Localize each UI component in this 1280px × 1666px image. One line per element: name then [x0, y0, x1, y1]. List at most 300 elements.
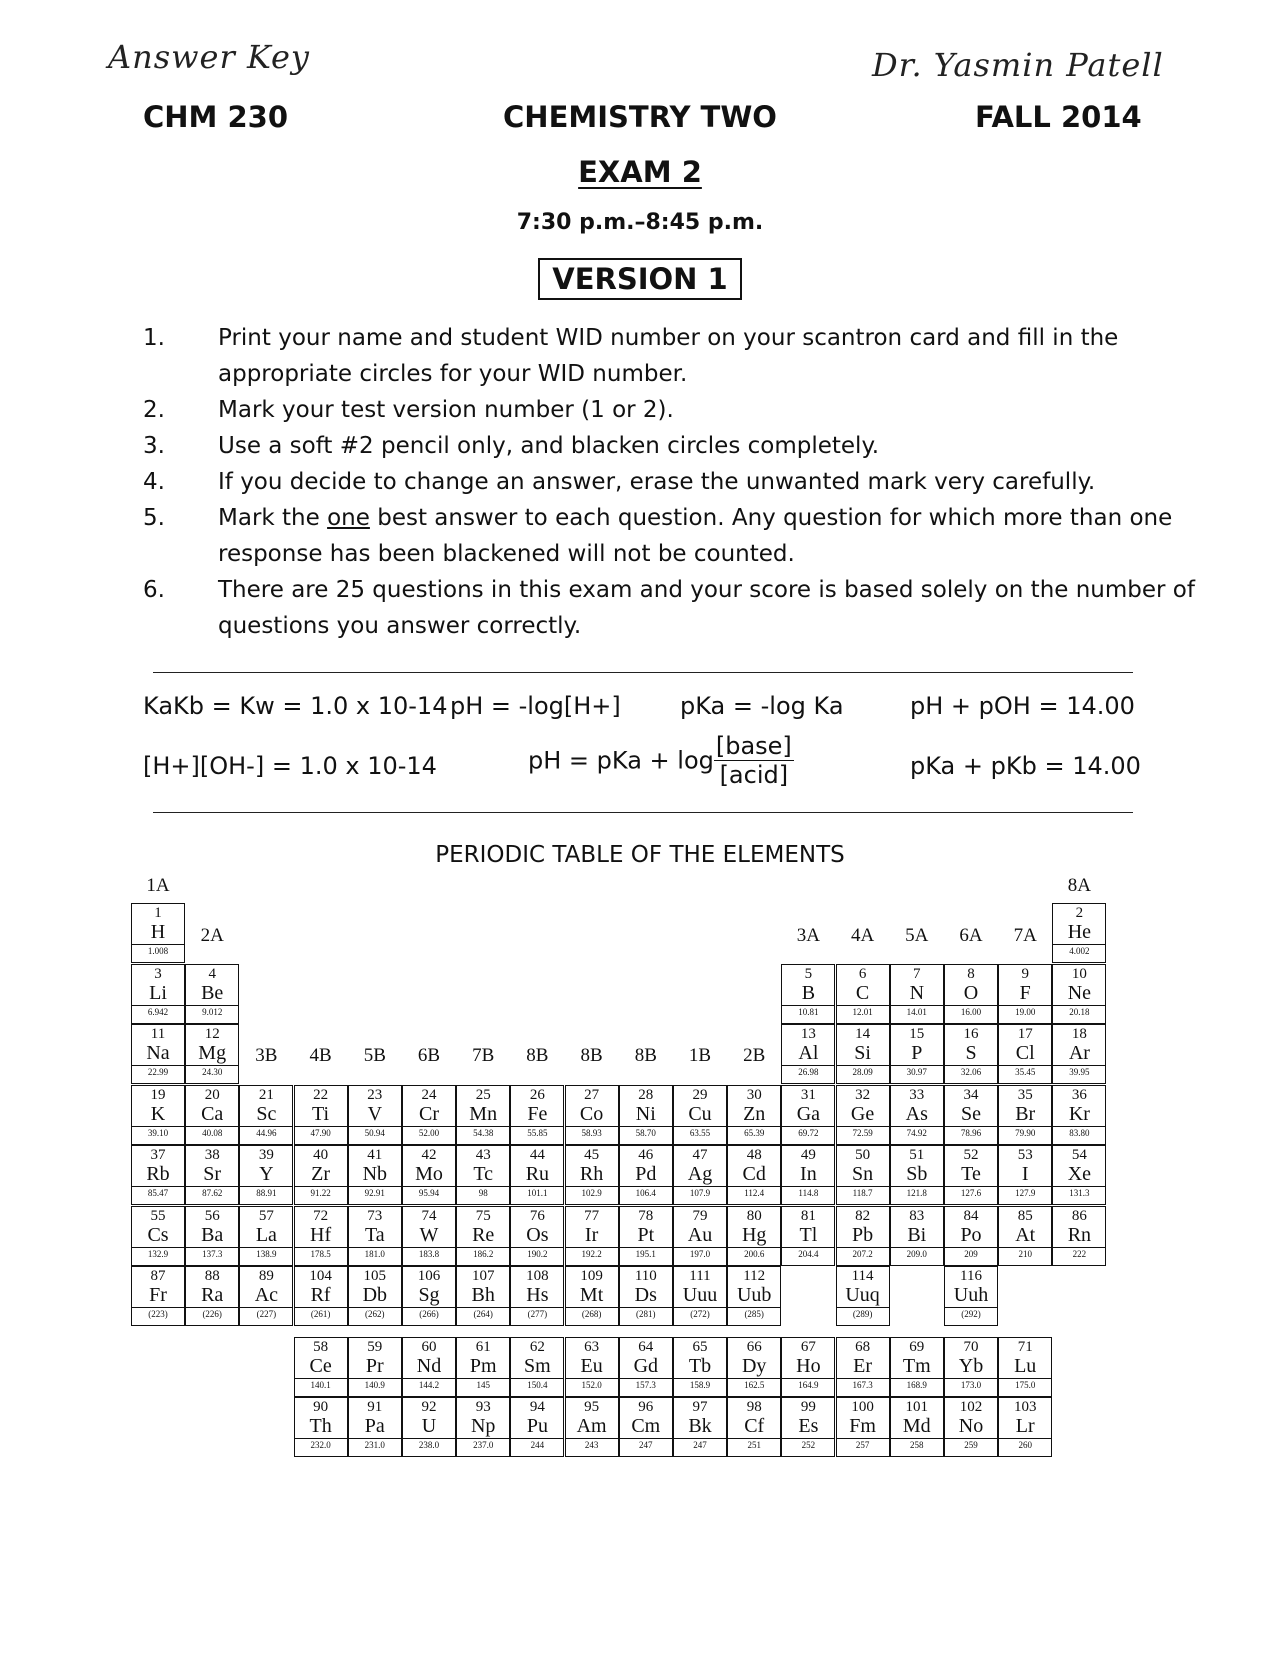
element-symbol: Lr	[1015, 1415, 1035, 1437]
element-cell-po	[944, 1206, 998, 1266]
atomic-mass: 127.6	[945, 1186, 997, 1199]
element-cell-pd	[619, 1145, 673, 1205]
element-symbol: W	[419, 1223, 439, 1246]
element-cell-rn	[1052, 1206, 1106, 1266]
atomic-mass: 26.98	[782, 1065, 834, 1078]
group-label: 2A	[200, 925, 224, 946]
exam-title: EXAM 2	[578, 155, 702, 189]
atomic-mass: 121.8	[891, 1186, 943, 1199]
atomic-number: 93	[475, 1399, 491, 1415]
element-cell-k	[131, 1085, 185, 1145]
atomic-mass: 164.9	[782, 1378, 834, 1391]
atomic-mass: (289)	[837, 1307, 889, 1320]
element-cell-sc	[239, 1085, 293, 1145]
atomic-number: 107	[471, 1268, 495, 1284]
element-cell-pt	[619, 1206, 673, 1266]
atomic-mass: 1.008	[132, 944, 184, 957]
element-symbol: Sn	[852, 1163, 874, 1185]
element-cell-al	[781, 1024, 835, 1084]
element-symbol: Se	[961, 1102, 981, 1125]
element-cell-ac	[239, 1266, 293, 1326]
element-cell-pu	[510, 1397, 564, 1457]
atomic-mass: 87.62	[186, 1186, 238, 1199]
element-cell-eu	[565, 1337, 619, 1397]
element-cell-na	[131, 1024, 185, 1084]
atomic-number: 3	[154, 965, 162, 982]
element-symbol: Es	[798, 1415, 819, 1437]
element-cell-sr	[185, 1145, 239, 1205]
atomic-number: 33	[909, 1086, 925, 1103]
element-cell-fe	[510, 1085, 564, 1145]
atomic-number: 23	[367, 1086, 383, 1103]
element-cell-bh	[456, 1266, 510, 1326]
element-cell-dy	[727, 1337, 781, 1397]
hh-denominator: [acid]	[719, 761, 789, 789]
group-label: 1B	[688, 1045, 712, 1066]
element-cell-es	[781, 1397, 835, 1457]
atomic-number: 71	[1017, 1338, 1033, 1355]
atomic-number: 18	[1071, 1026, 1087, 1042]
element-cell-cf	[727, 1397, 781, 1457]
atomic-mass: 85.47	[132, 1186, 184, 1199]
element-cell-te	[944, 1145, 998, 1205]
atomic-number: 73	[367, 1207, 383, 1224]
element-symbol: Zr	[311, 1163, 331, 1185]
element-cell-rf	[294, 1266, 348, 1326]
element-cell-ra	[185, 1266, 239, 1326]
element-symbol: Mg	[198, 1042, 227, 1064]
element-symbol: Rb	[146, 1163, 170, 1185]
atomic-mass: (264)	[457, 1307, 509, 1320]
element-cell-cu	[673, 1085, 727, 1145]
element-cell-lu	[998, 1337, 1052, 1397]
element-symbol: Ce	[309, 1354, 332, 1377]
element-symbol: Rh	[579, 1163, 604, 1185]
atomic-number: 5	[804, 965, 813, 982]
atomic-number: 67	[800, 1338, 816, 1355]
element-symbol: Sr	[203, 1163, 222, 1185]
element-cell-f	[998, 964, 1052, 1024]
element-cell-se	[944, 1085, 998, 1145]
element-symbol: Cl	[1015, 1042, 1035, 1064]
atomic-mass: 175.0	[999, 1378, 1051, 1391]
atomic-number: 104	[309, 1268, 332, 1284]
element-symbol: Ba	[201, 1223, 224, 1246]
element-cell-co	[565, 1085, 619, 1145]
element-symbol: Sm	[524, 1354, 551, 1377]
atomic-number: 76	[529, 1207, 545, 1224]
element-cell-bi	[890, 1206, 944, 1266]
element-symbol: Th	[309, 1415, 332, 1437]
atomic-mass: 72.59	[837, 1126, 889, 1139]
element-cell-ag	[673, 1145, 727, 1205]
atomic-number: 112	[743, 1268, 766, 1284]
atomic-number: 79	[692, 1207, 708, 1224]
element-cell-mg	[185, 1024, 239, 1084]
atomic-number: 81	[800, 1207, 816, 1224]
atomic-mass: 28.09	[837, 1065, 889, 1078]
atomic-number: 17	[1017, 1026, 1033, 1042]
atomic-mass: 131.3	[1053, 1186, 1105, 1199]
element-cell-au	[673, 1206, 727, 1266]
element-cell-hf	[294, 1206, 348, 1266]
group-label: 7A	[1013, 925, 1037, 946]
atomic-number: 99	[800, 1399, 816, 1415]
element-symbol: Sc	[256, 1102, 277, 1125]
element-symbol: Re	[472, 1223, 495, 1246]
element-cell-th	[294, 1397, 348, 1457]
element-cell-pa	[348, 1397, 402, 1457]
element-symbol: Si	[854, 1042, 871, 1064]
atomic-number: 27	[584, 1086, 600, 1103]
element-symbol: Br	[1015, 1102, 1036, 1125]
element-symbol: Pd	[635, 1163, 657, 1185]
atomic-mass: 16.00	[945, 1005, 997, 1018]
atomic-mass: 195.1	[620, 1247, 672, 1260]
element-cell-hs	[510, 1266, 564, 1326]
atomic-number: 70	[963, 1338, 979, 1355]
element-symbol: Mt	[579, 1284, 604, 1306]
element-symbol: Rf	[310, 1284, 331, 1306]
element-symbol: Sb	[906, 1163, 928, 1185]
element-cell-gd	[619, 1337, 673, 1397]
element-symbol: Po	[960, 1223, 982, 1246]
atomic-number: 26	[529, 1086, 545, 1103]
atomic-mass: 88.91	[240, 1186, 292, 1199]
element-symbol: B	[801, 981, 816, 1004]
element-symbol: Bk	[688, 1415, 712, 1437]
atomic-number: 109	[580, 1268, 603, 1284]
atomic-number: 108	[526, 1268, 549, 1284]
atomic-mass: 118.7	[837, 1186, 889, 1199]
atomic-mass: 167.3	[837, 1378, 889, 1391]
atomic-number: 38	[204, 1147, 220, 1163]
atomic-number: 14	[855, 1026, 871, 1042]
atomic-number: 116	[960, 1268, 982, 1284]
element-cell-b	[781, 964, 835, 1024]
atomic-mass: 210	[999, 1247, 1051, 1260]
atomic-number: 101	[905, 1399, 929, 1415]
atomic-number: 30	[746, 1086, 762, 1103]
atomic-number: 36	[1071, 1086, 1087, 1103]
element-symbol: Nb	[362, 1163, 388, 1185]
atomic-mass: 14.01	[891, 1005, 943, 1018]
element-cell-lr	[998, 1397, 1052, 1457]
element-cell-ho	[781, 1337, 835, 1397]
atomic-mass: (281)	[620, 1307, 672, 1320]
element-cell-in	[781, 1145, 835, 1205]
atomic-number: 97	[692, 1399, 708, 1415]
atomic-number: 111	[689, 1268, 711, 1284]
atomic-number: 48	[746, 1147, 762, 1163]
element-symbol: Fr	[149, 1284, 167, 1306]
element-symbol: Pb	[852, 1223, 874, 1246]
element-cell-ge	[836, 1085, 890, 1145]
atomic-mass: 181.0	[349, 1247, 401, 1260]
atomic-mass: 150.4	[511, 1378, 563, 1391]
atomic-number: 53	[1017, 1147, 1033, 1163]
atomic-mass: 209.0	[891, 1247, 943, 1260]
exam-time: 7:30 p.m.–8:45 p.m.	[516, 210, 764, 235]
element-cell-tb	[673, 1337, 727, 1397]
atomic-number: 35	[1017, 1086, 1033, 1103]
atomic-mass: (277)	[511, 1307, 563, 1320]
atomic-number: 82	[855, 1207, 871, 1224]
element-cell-y	[239, 1145, 293, 1205]
atomic-number: 92	[421, 1399, 437, 1415]
element-symbol: Pt	[637, 1223, 655, 1246]
element-symbol: Eu	[580, 1354, 603, 1377]
atomic-mass: 247	[674, 1438, 726, 1451]
atomic-mass: 244	[511, 1438, 563, 1451]
atomic-mass: 58.70	[620, 1126, 672, 1139]
instruction-number: 3.	[143, 433, 165, 459]
atomic-mass: 258	[891, 1438, 943, 1451]
element-symbol: In	[800, 1163, 817, 1185]
atomic-mass: 83.80	[1053, 1126, 1105, 1139]
atomic-mass: 144.2	[403, 1378, 455, 1391]
element-symbol: Ca	[201, 1102, 224, 1125]
atomic-mass: 158.9	[674, 1378, 726, 1391]
element-symbol: Ir	[584, 1223, 599, 1246]
element-symbol: Cd	[742, 1163, 766, 1185]
atomic-mass: 55.85	[511, 1126, 563, 1139]
atomic-number: 28	[638, 1086, 654, 1103]
element-cell-os	[510, 1206, 564, 1266]
element-cell-kr	[1052, 1085, 1106, 1145]
element-symbol: Fe	[527, 1102, 548, 1125]
atomic-number: 31	[800, 1086, 816, 1103]
atomic-number: 47	[692, 1147, 708, 1163]
element-cell-nb	[348, 1145, 402, 1205]
atomic-number: 68	[855, 1338, 871, 1355]
atomic-mass: 243	[566, 1438, 618, 1451]
atomic-mass: (227)	[240, 1307, 292, 1320]
element-cell-zr	[294, 1145, 348, 1205]
element-symbol: Cs	[147, 1223, 169, 1246]
atomic-number: 72	[313, 1207, 329, 1224]
atomic-number: 21	[258, 1086, 274, 1103]
element-cell-h	[131, 903, 185, 963]
element-symbol: Hf	[310, 1223, 332, 1246]
atomic-number: 29	[692, 1086, 708, 1103]
instruction-number: 1.	[143, 325, 165, 351]
group-label: 8A	[1067, 875, 1091, 896]
atomic-mass: 52.00	[403, 1126, 455, 1139]
atomic-mass: 101.1	[511, 1186, 563, 1199]
atomic-mass: (223)	[132, 1307, 184, 1320]
atomic-number: 40	[313, 1147, 329, 1163]
atomic-mass: 32.06	[945, 1065, 997, 1078]
element-cell-la	[239, 1206, 293, 1266]
atomic-number: 85	[1017, 1207, 1033, 1224]
element-symbol: Cu	[688, 1102, 712, 1125]
atomic-mass: 47.90	[295, 1126, 347, 1139]
formula-pka: pKa = -log Ka	[680, 692, 844, 720]
instruction-number: 2.	[143, 397, 165, 423]
element-cell-ta	[348, 1206, 402, 1266]
element-symbol: Na	[146, 1042, 170, 1064]
atomic-number: 74	[421, 1207, 437, 1224]
atomic-mass: 252	[782, 1438, 834, 1451]
element-cell-u	[402, 1397, 456, 1457]
element-symbol: H	[150, 921, 166, 943]
element-symbol: Hg	[741, 1223, 767, 1246]
element-cell-ga	[781, 1085, 835, 1145]
element-cell-li	[131, 964, 185, 1024]
element-cell-tl	[781, 1206, 835, 1266]
element-symbol: No	[958, 1415, 984, 1437]
element-symbol: Li	[149, 981, 167, 1004]
group-label: 6B	[417, 1045, 441, 1066]
atomic-mass: 251	[728, 1438, 780, 1451]
element-cell-np	[456, 1397, 510, 1457]
element-cell-ni	[619, 1085, 673, 1145]
group-label: 8B	[580, 1045, 603, 1066]
element-symbol: Cf	[744, 1415, 765, 1437]
instruction-text: Mark the one best answer to each question. Any question for which more than one response has been blackened will not be counted.	[218, 505, 1173, 567]
element-cell-uuu	[673, 1266, 727, 1326]
element-cell-pb	[836, 1206, 890, 1266]
atomic-number: 52	[963, 1147, 979, 1163]
element-cell-n	[890, 964, 944, 1024]
atomic-mass: 39.95	[1053, 1065, 1105, 1078]
element-symbol: P	[911, 1042, 923, 1064]
atomic-number: 63	[584, 1338, 600, 1355]
atomic-mass: 114.8	[782, 1186, 834, 1199]
atomic-number: 51	[909, 1147, 925, 1163]
element-symbol: Tm	[902, 1354, 931, 1377]
atomic-mass: 78.96	[945, 1126, 997, 1139]
atomic-mass: 173.0	[945, 1378, 997, 1391]
element-cell-sb	[890, 1145, 944, 1205]
atomic-number: 12	[204, 1026, 220, 1042]
atomic-number: 7	[913, 965, 921, 982]
atomic-mass: 231.0	[349, 1438, 401, 1451]
formula-h-oh: [H+][OH-] = 1.0 x 10-14	[143, 752, 437, 780]
element-symbol: Gd	[633, 1354, 659, 1377]
element-symbol: Ta	[364, 1223, 385, 1246]
atomic-mass: 168.9	[891, 1378, 943, 1391]
atomic-number: 89	[258, 1268, 274, 1284]
element-cell-re	[456, 1206, 510, 1266]
atomic-mass: (226)	[186, 1307, 238, 1320]
atomic-number: 58	[313, 1338, 329, 1355]
atomic-mass: 200.6	[728, 1247, 780, 1260]
atomic-number: 103	[1013, 1399, 1037, 1415]
instruction-text: Print your name and student WID number on your scantron card and fill in the appropriate circles for your WID number.	[218, 325, 1119, 387]
group-label: 8B	[526, 1045, 549, 1066]
atomic-number: 106	[417, 1268, 441, 1284]
element-cell-am	[565, 1397, 619, 1457]
element-cell-at	[998, 1206, 1052, 1266]
atomic-mass: 58.93	[566, 1126, 618, 1139]
element-symbol: Np	[470, 1415, 496, 1437]
element-symbol: Uuh	[953, 1284, 989, 1306]
element-cell-zn	[727, 1085, 781, 1145]
atomic-number: 57	[258, 1207, 274, 1224]
element-cell-uub	[727, 1266, 781, 1326]
atomic-number: 90	[313, 1399, 329, 1415]
element-cell-pm	[456, 1337, 510, 1397]
atomic-number: 88	[204, 1268, 220, 1284]
element-cell-v	[348, 1085, 402, 1145]
element-symbol: La	[255, 1223, 277, 1246]
element-cell-ca	[185, 1085, 239, 1145]
element-cell-o	[944, 964, 998, 1024]
atomic-number: 11	[150, 1026, 166, 1042]
element-symbol: Pa	[364, 1415, 385, 1437]
element-cell-cd	[727, 1145, 781, 1205]
element-symbol: Ds	[634, 1284, 657, 1306]
element-symbol: Cr	[419, 1102, 439, 1125]
atomic-number: 75	[475, 1207, 491, 1224]
element-symbol: Uub	[736, 1284, 772, 1306]
atomic-mass: (272)	[674, 1307, 726, 1320]
element-symbol: Ar	[1068, 1042, 1090, 1064]
element-symbol: Ra	[201, 1284, 224, 1306]
element-symbol: Ni	[635, 1102, 656, 1125]
atomic-number: 110	[634, 1268, 657, 1284]
atomic-number: 43	[475, 1147, 491, 1163]
atomic-number: 39	[258, 1147, 274, 1163]
atomic-mass: (261)	[295, 1307, 347, 1320]
element-cell-sm	[510, 1337, 564, 1397]
element-cell-sg	[402, 1266, 456, 1326]
atomic-mass: 92.91	[349, 1186, 401, 1199]
instruction-text: If you decide to change an answer, erase the unwanted mark very carefully.	[218, 469, 1096, 495]
element-symbol: Au	[687, 1223, 713, 1246]
atomic-mass: 260	[999, 1438, 1051, 1451]
atomic-number: 42	[421, 1147, 437, 1163]
atomic-mass: 204.4	[782, 1247, 834, 1260]
atomic-mass: 44.96	[240, 1126, 292, 1139]
element-cell-si	[836, 1024, 890, 1084]
periodic-table-title: PERIODIC TABLE OF THE ELEMENTS	[435, 842, 845, 868]
atomic-mass: 79.90	[999, 1126, 1051, 1139]
element-symbol: Al	[798, 1042, 819, 1064]
element-symbol: Ti	[312, 1102, 330, 1125]
element-symbol: Xe	[1067, 1163, 1092, 1185]
element-cell-cl	[998, 1024, 1052, 1084]
element-cell-s	[944, 1024, 998, 1084]
element-cell-yb	[944, 1337, 998, 1397]
atomic-mass: 197.0	[674, 1247, 726, 1260]
atomic-mass: 257	[837, 1438, 889, 1451]
atomic-number: 105	[363, 1268, 387, 1284]
atomic-mass: 30.97	[891, 1065, 943, 1078]
formula-pka-pkb: pKa + pKb = 14.00	[910, 752, 1141, 780]
atomic-number: 66	[746, 1338, 762, 1355]
element-cell-er	[836, 1337, 890, 1397]
atomic-mass: 137.3	[186, 1247, 238, 1260]
atomic-number: 50	[855, 1147, 871, 1163]
atomic-number: 60	[421, 1338, 437, 1355]
course-code: CHM 230	[143, 100, 289, 134]
element-symbol: I	[1021, 1163, 1029, 1185]
element-cell-uuh	[944, 1266, 998, 1326]
atomic-number: 10	[1071, 965, 1087, 982]
atomic-number: 62	[529, 1338, 545, 1355]
atomic-mass: 232.0	[295, 1438, 347, 1451]
atomic-mass: 157.3	[620, 1378, 672, 1391]
group-label: 2B	[743, 1045, 766, 1066]
atomic-mass: 39.10	[132, 1126, 184, 1139]
element-symbol: Mn	[469, 1102, 498, 1125]
element-cell-as	[890, 1085, 944, 1145]
instruction-number: 6.	[143, 577, 165, 603]
element-cell-c	[836, 964, 890, 1024]
